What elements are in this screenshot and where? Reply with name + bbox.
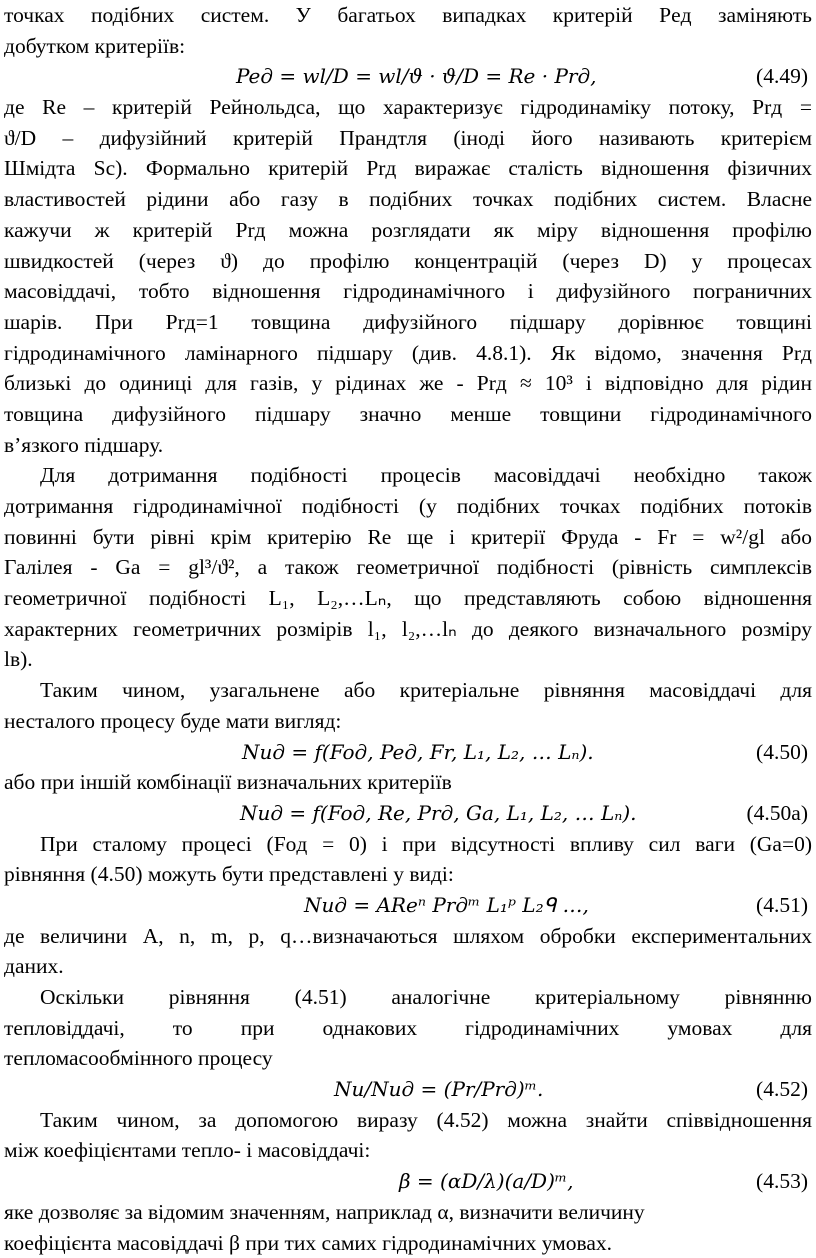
equation (4, 1074, 812, 1105)
equation (4, 61, 812, 92)
text-line: Таким чином, за допомогою виразу (4.52) можна знайти співвідношення (4, 1105, 812, 1136)
text-line: або при іншій комбінації визначальних критеріїв (4, 767, 812, 798)
text-line: кажучи ж критерій Prд можна розглядати як міру відношення профілю (4, 215, 812, 246)
text-line: гідродинамічного ламінарного підшару (див. 4.8.1). Як відомо, значення Prд (4, 338, 812, 369)
text-line: характерних геометричних розмірів l₁, l₂,…lₙ до деякого визначального розміру (4, 614, 812, 645)
text-line: Галілея - Ga = gl³/ϑ², а також геометричної подібності (рівність симплексів (4, 552, 812, 583)
equation-number: (4.51) (756, 890, 808, 921)
text-line: шарів. При Prд=1 товщина дифузійного підшару дорівнює товщині (4, 307, 812, 338)
equation-formula: Peд = wl/D = wl/ϑ · ϑ/D = Re · Prд, (236, 64, 597, 88)
text-line: товщина дифузійного підшару значно менше товщини гідродинамічного (4, 399, 812, 430)
text-line: повинні бути рівні крім критерію Re ще і критерії Фруда - Fr = w²/gl або (4, 522, 812, 553)
text-line: дотримання гідродинамічної подібності (у подібних точках подібних потоків (4, 491, 812, 522)
text-line: даних. (4, 951, 812, 982)
text-line: ϑ/D – дифузійний критерій Прандтля (іноді його називають критерієм (4, 123, 812, 154)
equation-formula: Nuд = f(Foд, Peд, Fr, L₁, L₂, … Lₙ). (242, 740, 594, 764)
text-line: Оскільки рівняння (4.51) аналогічне критеріальному рівнянню (4, 982, 812, 1013)
equation-formula: β = (αD/λ)(a/D)ᵐ, (399, 1169, 574, 1193)
text-line: тепловіддачі, то при однакових гідродинамічних умовах для (4, 1013, 812, 1044)
text-line: тепломасообмінного процесу (4, 1043, 812, 1074)
equation (4, 798, 812, 829)
equation (4, 737, 812, 768)
text-line: де Re – критерій Рейнольдса, що характеризує гідродинаміку потоку, Prд = (4, 92, 812, 123)
text-line: масовіддачі, тобто відношення гідродинамічного і дифузійного пограничних (4, 276, 812, 307)
equation (4, 890, 812, 921)
equation-number: (4.52) (756, 1074, 808, 1105)
text-line: Шмідта Sc). Формально критерій Prд виражає сталість відношення фізичних (4, 153, 812, 184)
text-line: геометричної подібності L₁, L₂,…Lₙ, що представляють собою відношення (4, 583, 812, 614)
text-line: При сталому процесі (Foд = 0) і при відсутності впливу сил ваги (Ga=0) (4, 829, 812, 860)
equation-formula: Nu/Nuд = (Pr/Prд)ᵐ. (334, 1077, 543, 1101)
equation-number: (4.50) (756, 737, 808, 768)
text-line: яке дозволяє за відомим значенням, наприклад α, визначити величину (4, 1197, 812, 1228)
equation-formula: Nuд = AReⁿ Prдᵐ L₁ᵖ L₂ᑫ …, (304, 893, 589, 917)
text-line: рівняння (4.50) можуть бути представлені у виді: (4, 859, 812, 890)
text-line: Для дотримання подібності процесів масовіддачі необхідно також (4, 460, 812, 491)
equation-number: (4.49) (756, 61, 808, 92)
text-line: де величини A, n, m, p, q…визначаються шляхом обробки експериментальних (4, 921, 812, 952)
text-line: близькі до одиниці для газів, у рідинах же - Prд ≈ 10³ і відповідно для рідин (4, 368, 812, 399)
text-line: lв). (4, 644, 812, 675)
equation-number: (4.50а) (747, 798, 809, 829)
equation-formula: Nuд = f(Foд, Re, Prд, Ga, L₁, L₂, … Lₙ). (240, 801, 637, 825)
text-line: швидкостей (через ϑ) до профілю концентрацій (через D) у процесах (4, 246, 812, 277)
text-line: Таким чином, узагальнене або критеріальне рівняння масовіддачі для (4, 675, 812, 706)
text-line: добутком критеріїв: (4, 31, 812, 62)
equation (4, 1166, 812, 1197)
text-line: коефіцієнта масовіддачі β при тих самих гідродинамічних умовах. (4, 1228, 812, 1258)
text-line: несталого процесу буде мати вигляд: (4, 706, 812, 737)
text-line: властивостей рідини або газу в подібних точках подібних систем. Власне (4, 184, 812, 215)
text-line: між коефіцієнтами тепло- і масовіддачі: (4, 1135, 812, 1166)
text-line: точках подібних систем. У багатьох випадках критерій Peд заміняють (4, 0, 812, 31)
equation-number: (4.53) (756, 1166, 808, 1197)
text-line: в’язкого підшару. (4, 430, 812, 461)
